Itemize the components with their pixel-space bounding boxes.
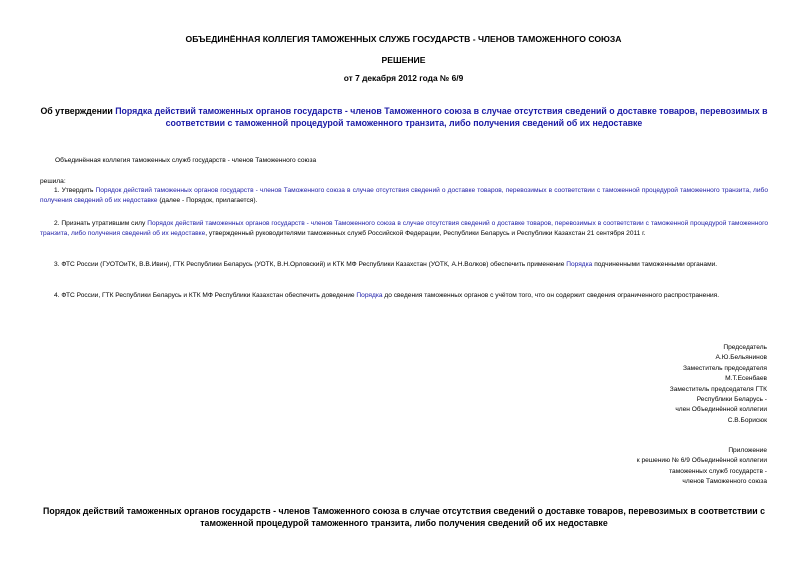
signature-line: Заместитель председателя (683, 364, 767, 372)
resolved-label: решила: (40, 178, 66, 185)
doc-type-heading: РЕШЕНИЕ (381, 55, 426, 65)
title-link[interactable]: Порядка действий таможенных органов государств - членов Таможенного союза в случае отсутствия сведений о доставке товаров, перевозимых в соответствии с таможенной процедурой таможенного транзита, либо получения сведений об их недоставке (115, 106, 768, 128)
appendix-title: Порядок действий таможенных органов государств - членов Таможенного союза в случае отсутствия сведений о доставке товаров, перевозимых в соответствии с таможенной процедурой таможенного транзита, либо получения сведений об их недоставке (43, 506, 765, 528)
signature-line: М.Т.Есенбаев (725, 375, 767, 383)
signature-block (467, 343, 767, 426)
signature-line: член Объединённой коллегии (675, 406, 767, 414)
signature-line: Заместитель председателя ГТК (669, 385, 767, 393)
item-2-link[interactable]: Порядок действий таможенных органов государств - членов Таможенного союза в случае отсутствия сведений о доставке товаров, перевозимых в соответствии с таможенной процедурой таможенного транзита, либо получения сведений об их недоставке (40, 220, 768, 237)
item-3-link[interactable]: Порядка (566, 261, 593, 268)
item-1-link[interactable]: Порядок действий таможенных органов государств - членов Таможенного союза в случае отсутствия сведений о доставке товаров, перевозимых в соответствии с таможенной процедурой таможенного транзита, либо получения сведений об их недоставке (40, 187, 768, 204)
signature-line: Республики Беларусь - (696, 396, 767, 404)
item-1-paragraph (40, 186, 768, 206)
item-4-prefix: 4. ФТС России, ГТК Республики Беларусь и КТК МФ Республики Казахстан обеспечить доведение (54, 292, 357, 299)
date-number-heading: от 7 декабря 2012 года № 6/9 (343, 73, 464, 83)
item-1-prefix: 1. Утвердить (54, 187, 96, 194)
appendix-line: членов Таможенного союза (682, 478, 767, 486)
appendix-line: таможенных служб государств - (669, 467, 767, 475)
item-3-paragraph (40, 260, 768, 270)
appendix-block (467, 446, 767, 488)
item-2-prefix: 2. Признать утратившим силу (54, 220, 148, 227)
intro-paragraph: Объединённая коллегия таможенных служб государств - членов Таможенного союза (55, 157, 317, 164)
item-1-suffix: (далее - Порядок, прилагается). (157, 197, 258, 204)
appendix-line: Приложение (728, 447, 767, 454)
item-2-suffix: , утвержденный руководителями таможенных служб Российской Федерации, Республики Беларусь и Республики Казахстан 21 сентября 2011 г. (205, 230, 646, 237)
document-title (40, 106, 768, 129)
org-heading: ОБЪЕДИНЁННАЯ КОЛЛЕГИЯ ТАМОЖЕННЫХ СЛУЖБ ГОСУДАРСТВ - ЧЛЕНОВ ТАМОЖЕННОГО СОЮЗА (185, 34, 622, 44)
item-4-link[interactable]: Порядка (356, 292, 383, 299)
signature-line: Председатель (723, 344, 767, 351)
item-3-suffix: подчиненными таможенными органами. (592, 261, 718, 268)
signature-line: С.В.Борисюк (727, 416, 767, 424)
title-prefix: Об утверждении (40, 106, 116, 116)
appendix-line: к решению № 6/9 Объединённой коллегии (636, 457, 767, 465)
item-4-paragraph (40, 291, 768, 301)
item-2-paragraph (40, 219, 768, 239)
signature-line: А.Ю.Бельянинов (715, 354, 767, 362)
item-4-suffix: до сведения таможенных органов с учётом того, что он содержит сведения ограниченного распространения. (382, 292, 720, 299)
item-3-prefix: 3. ФТС России (ГУОТОиТК, В.В.Ивин), ГТК Республики Беларусь (УОТК, В.Н.Орловский) и КТК МФ Республики Казахстан (УОТК, А.Н.Волков) обеспечить применение (54, 261, 567, 268)
